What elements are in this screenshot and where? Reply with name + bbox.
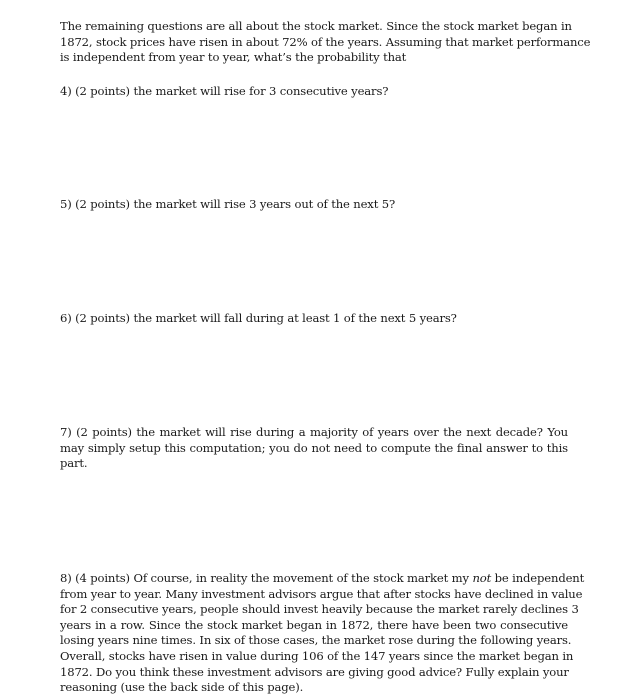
question-5 (60, 197, 568, 213)
question-8-lead-end: be independent (491, 571, 585, 585)
question-8-line: for 2 consecutive years, people should invest heavily because the market rarely declines 3 (60, 602, 579, 617)
question-7-line: 7) (2 points) the market will rise during a majority of years over the next decade? You (60, 425, 568, 439)
emphasis-not: not (472, 571, 492, 585)
question-6 (60, 311, 568, 327)
question-8-line: years in a row. Since the stock market began in 1872, there have been two consecutive (60, 617, 568, 632)
question-7-line: may simply setup this computation; you do not need to compute the final answer to this (60, 440, 568, 455)
question-8-line: Overall, stocks have risen in value during 106 of the 147 years since the market began in (60, 648, 574, 663)
intro-line: The remaining questions are all about the stock market. Since the stock market began in (60, 19, 572, 33)
intro-paragraph (60, 19, 591, 66)
question-4 (60, 84, 568, 100)
question-4-text: 4) (2 points) the market will rise for 3 consecutive years? (60, 84, 389, 98)
question-8-line: losing years nine times. In six of those cases, the market rose during the following years. (60, 633, 572, 648)
question-8-line: reasoning (use the back side of this page). (60, 680, 304, 695)
question-8-line (60, 571, 585, 587)
question-7 (60, 425, 568, 472)
question-8-line: from year to year. Many investment advisors argue that after stocks have declined in value (60, 586, 583, 601)
question-6-text: 6) (2 points) the market will fall during at least 1 of the next 5 years? (60, 311, 457, 325)
question-8-lead: 8) (4 points) Of course, in reality the movement of the stock market my (60, 571, 473, 585)
question-5-text: 5) (2 points) the market will rise 3 years out of the next 5? (60, 197, 396, 211)
question-7-line: part. (60, 456, 88, 471)
question-8 (60, 571, 585, 696)
intro-line: is independent from year to year, what’s the probability that (60, 50, 407, 65)
intro-line: 1872, stock prices have risen in about 72% of the years. Assuming that market performance (60, 34, 591, 49)
question-8-line: 1872. Do you think these investment advisors are giving good advice? Fully explain your (60, 664, 569, 679)
